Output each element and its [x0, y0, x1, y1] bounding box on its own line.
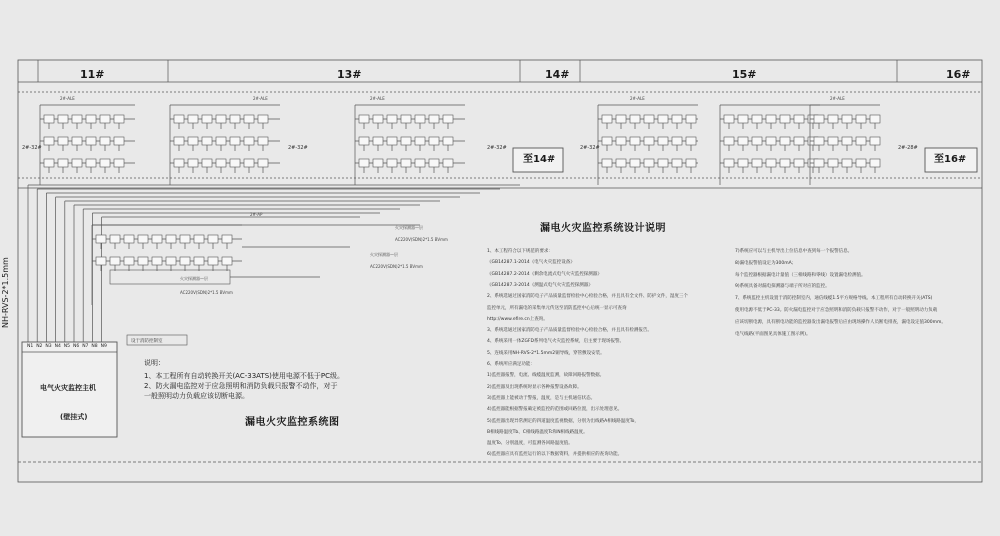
- detector-module: [415, 159, 425, 167]
- design-notes-line: 2)监控器及出现系统时显示各种报警设备故障。: [487, 384, 582, 390]
- detector-module: [724, 159, 734, 167]
- panel-tag: 2#-ALE: [60, 96, 75, 101]
- design-notes-line: 2、系统选通过国家消防电子产品质量监督检验中心检验合格，并且具有全文件、防护文件，湿度三个: [487, 294, 688, 300]
- device-caption: AC220V(SDN)2*1.5 BVmm: [395, 237, 448, 242]
- detector-module: [202, 115, 212, 123]
- detector-module: [828, 159, 838, 167]
- detector-module: [230, 115, 240, 123]
- right-notes-line: 7)系统应可以与主机导出上位信息中查到每一个报警信息。: [735, 249, 853, 254]
- right-notes-line: 7、系统监控主机设置于消防控制室内，通信线缆1.5平方规格导线。本工程所有自动转换开关(ATS): [735, 296, 933, 302]
- detector-module: [443, 137, 453, 145]
- detector-module: [124, 235, 134, 243]
- detector-module: [194, 235, 204, 243]
- panel-tag: 2#-ALE: [830, 96, 845, 101]
- detector-module: [230, 159, 240, 167]
- detector-module: [58, 137, 68, 145]
- device-caption: AC220V(SDN)2*1.5 BVmm: [370, 264, 423, 269]
- detector-module: [429, 137, 439, 145]
- cable-spec-label: NH-RVS-2*1.5mm: [1, 257, 10, 328]
- detector-module: [766, 115, 776, 123]
- detector-module: [686, 159, 696, 167]
- detector-module: [443, 159, 453, 167]
- detector-module: [387, 115, 397, 123]
- design-notes-line: http://www.efire.cn上查询。: [487, 316, 548, 322]
- right-notes-line: 电气线路(平面图见具体施工图示例)。: [735, 331, 811, 337]
- detector-module: [194, 257, 204, 265]
- detector-module: [44, 159, 54, 167]
- detector-module: [842, 137, 852, 145]
- detector-module: [780, 115, 790, 123]
- design-notes-line: 《GB14287.2-2014《剩余电流式电气火灾监控探测器》: [487, 271, 602, 277]
- host-terminal-label: N5: [63, 344, 71, 349]
- detector-module: [114, 159, 124, 167]
- host-terminal-label: N9: [100, 344, 107, 349]
- detector-module: [429, 159, 439, 167]
- detector-module: [174, 159, 184, 167]
- detector-module: [828, 137, 838, 145]
- detector-module: [373, 137, 383, 145]
- design-notes-title: 漏电火灾监控系统设计说明: [540, 223, 666, 234]
- detector-module: [359, 137, 369, 145]
- detector-module: [644, 137, 654, 145]
- design-notes-line: 5、连线采用NH-RVS-2*1.5mm2铜导线，穿管敷设安装。: [487, 350, 605, 356]
- detector-module: [794, 159, 804, 167]
- detector-module: [814, 159, 824, 167]
- notes-line: 一般照明动力负载应该切断电源。: [144, 392, 249, 400]
- detector-module: [630, 159, 640, 167]
- detector-module: [222, 257, 232, 265]
- detector-module: [216, 159, 226, 167]
- system-diagram-title: 漏电火灾监控系统图: [245, 417, 340, 428]
- detector-module: [415, 137, 425, 145]
- detector-module: [174, 137, 184, 145]
- detector-module: [856, 159, 866, 167]
- detector-module: [602, 115, 612, 123]
- detector-module: [188, 115, 198, 123]
- detector-module: [114, 115, 124, 123]
- detector-module: [114, 137, 124, 145]
- detector-module: [856, 137, 866, 145]
- detector-module: [738, 159, 748, 167]
- detector-module: [166, 235, 176, 243]
- detector-module: [96, 257, 106, 265]
- detector-module: [794, 115, 804, 123]
- detector-module: [870, 115, 880, 123]
- detector-module: [100, 137, 110, 145]
- detector-module: [96, 235, 106, 243]
- notes-line: 2、防火漏电监控对于应急照明和消防负载只报警不动作，对于: [144, 382, 338, 390]
- panel-tag: 2#-ALE: [370, 96, 385, 101]
- right-notes-line: 9)系统具备对漏电探测器与端子所对应的监控。: [735, 284, 830, 290]
- detector-module: [86, 115, 96, 123]
- detector-module: [630, 115, 640, 123]
- detector-module: [100, 115, 110, 123]
- to-14-label: 至14#: [523, 154, 556, 165]
- right-notes-line: 使用电源不低于PC-33。防火漏电监控对于应急照明和消防负载只报警不动作，对于一般照明动力负载: [735, 308, 938, 313]
- detector-module: [180, 235, 190, 243]
- notes-line: 1、本工程所有自动转换开关(AC-33ATS)使用电源不低于PC级。: [144, 372, 344, 380]
- design-notes-line: 6、系统所应满足功能：: [487, 362, 535, 367]
- detector-module: [672, 137, 682, 145]
- right-notes-line: 每个监控器根据漏电计量值（三相线路和零线）设置漏电检测值。: [735, 272, 866, 278]
- detector-module: [752, 159, 762, 167]
- detector-module: [202, 159, 212, 167]
- group-label: 火灾探测器—层: [395, 225, 423, 230]
- design-notes-line: 5)监控器出现异常测定的四道温度监视数据，分别为出线路A相线路温度To，: [487, 418, 639, 424]
- detector-module: [724, 137, 734, 145]
- detector-module: [152, 257, 162, 265]
- detector-module: [100, 159, 110, 167]
- detector-module: [870, 137, 880, 145]
- group-label: 火灾探测器—层: [180, 276, 208, 281]
- detector-module: [842, 115, 852, 123]
- detector-module: [401, 115, 411, 123]
- host-terminal-label: N6: [73, 344, 80, 349]
- floor-label-15: 15#: [732, 68, 757, 81]
- detector-module: [244, 115, 254, 123]
- detector-module: [658, 159, 668, 167]
- floor-label-11: 11#: [80, 68, 105, 81]
- detector-module: [202, 137, 212, 145]
- detector-module: [780, 159, 790, 167]
- detector-module: [443, 115, 453, 123]
- design-notes-line: 1)监控器报警，电流、线缆温度监测，故障回路报警数据。: [487, 373, 605, 379]
- detector-module: [658, 137, 668, 145]
- detector-module: [359, 115, 369, 123]
- detector-module: [138, 257, 148, 265]
- detector-module: [856, 115, 866, 123]
- detector-module: [724, 115, 734, 123]
- design-notes-line: 3)监控器上能被动于警报，温度，是与主机通信状态。: [487, 395, 596, 401]
- detector-module: [602, 159, 612, 167]
- design-notes-line: 3、系统选通过国家消防电子产品质量监督检验中心检验合格，并且具有检测报告。: [487, 328, 652, 334]
- detector-module: [58, 159, 68, 167]
- panel-tag: 2#-ALE: [253, 96, 268, 101]
- design-notes-line: 4)监控器能根据警报确定被监控的范围或回路位置，出示处理意见。: [487, 407, 623, 413]
- host-terminal-label: N4: [54, 344, 61, 349]
- design-notes-line: 《GB14287.1-2014《电气火灾监控设备》: [487, 260, 575, 266]
- detector-module: [230, 137, 240, 145]
- middle-detector-row: [110, 270, 230, 284]
- detector-module: [72, 159, 82, 167]
- detector-module: [766, 159, 776, 167]
- detector-module: [672, 159, 682, 167]
- detector-module: [258, 115, 268, 123]
- detector-module: [686, 137, 696, 145]
- feeder-label: 2#-32#: [22, 145, 42, 151]
- detector-module: [686, 115, 696, 123]
- detector-module: [630, 137, 640, 145]
- detector-module: [124, 257, 134, 265]
- detector-module: [870, 159, 880, 167]
- feeder-label: 2#-32#: [487, 145, 507, 151]
- detector-module: [188, 137, 198, 145]
- feeder-label: 2#-32#: [580, 145, 600, 151]
- detector-module: [616, 159, 626, 167]
- detector-module: [401, 159, 411, 167]
- detector-module: [72, 137, 82, 145]
- notes-heading: 说明：: [144, 359, 165, 367]
- detector-module: [738, 115, 748, 123]
- detector-module: [244, 137, 254, 145]
- to-16-label: 至16#: [934, 154, 967, 165]
- device-caption: AC220V(SDN)2*1.5 BVmm: [180, 290, 233, 295]
- floor-label-16: 16#: [946, 68, 971, 81]
- detector-module: [828, 115, 838, 123]
- detector-module: [738, 137, 748, 145]
- detector-module: [188, 159, 198, 167]
- detector-module: [258, 137, 268, 145]
- host-title: 电气火灾监控主机: [40, 384, 96, 392]
- detector-module: [258, 159, 268, 167]
- detector-module: [72, 115, 82, 123]
- detector-module: [766, 137, 776, 145]
- fire-control-room-label: 设于消防控制室: [131, 339, 163, 344]
- host-terminal-label: N2: [36, 344, 43, 349]
- detector-module: [780, 137, 790, 145]
- right-notes-line: 应该切断电源，具有断电功能的监控器发出漏电报警后应由现场操作人员断电排查，漏电设定值300mm。: [735, 319, 946, 325]
- detector-module: [672, 115, 682, 123]
- detector-module: [616, 115, 626, 123]
- detector-module: [44, 137, 54, 145]
- detector-module: [208, 235, 218, 243]
- detector-module: [152, 235, 162, 243]
- detector-module: [752, 137, 762, 145]
- detector-module: [387, 159, 397, 167]
- detector-module: [86, 137, 96, 145]
- detector-module: [602, 137, 612, 145]
- detector-module: [166, 257, 176, 265]
- detector-module: [373, 115, 383, 123]
- design-notes-line: 1、本工程符合以下规范的要求：: [487, 249, 553, 254]
- detector-module: [644, 159, 654, 167]
- design-notes-line: 6)监控器应具有监控运行的以下数据资料，并提供相应的查询功能。: [487, 452, 623, 458]
- feeder-label: 2#-32#: [288, 145, 308, 151]
- host-terminal-label: N8: [91, 344, 98, 349]
- detector-module: [644, 115, 654, 123]
- detector-module: [216, 137, 226, 145]
- design-notes-line: 监控单元，所有漏电的采集单元传送至消防监控中心后统一显示可查询: [487, 305, 627, 311]
- detector-module: [658, 115, 668, 123]
- host-terminal-label: N7: [82, 344, 89, 349]
- design-notes-line: 《GB14287.3-2014《测温式电气火灾监控探测器》: [487, 282, 593, 288]
- detector-module: [814, 115, 824, 123]
- detector-module: [58, 115, 68, 123]
- floor-label-14: 14#: [545, 68, 570, 81]
- detector-module: [208, 257, 218, 265]
- detector-module: [616, 137, 626, 145]
- detector-module: [86, 159, 96, 167]
- detector-module: [44, 115, 54, 123]
- detector-module: [415, 115, 425, 123]
- right-notes-line: 8)漏电报警值设定为300mA；: [735, 260, 797, 266]
- detector-module: [752, 115, 762, 123]
- design-notes-line: 温度To、分别温度，可监测各回路温度值。: [487, 441, 573, 447]
- detector-module: [110, 257, 120, 265]
- detector-module: [174, 115, 184, 123]
- host-terminal-label: N1: [27, 344, 34, 349]
- panel-tag: 2#-ALE: [630, 96, 645, 101]
- design-notes-line: 4、系统采用一体ZGFD系列电气火灾监控系统，启主要于现场报警。: [487, 339, 624, 345]
- detector-module: [180, 257, 190, 265]
- detector-module: [138, 235, 148, 243]
- detector-module: [110, 235, 120, 243]
- detector-module: [401, 137, 411, 145]
- design-notes-line: B相线路温度Tb、C相线路温度Tc和N相线路温度。: [487, 429, 588, 435]
- group-label: 火灾探测器—层: [370, 252, 398, 257]
- panel-tag: 2#-AP: [250, 212, 263, 217]
- detector-module: [216, 115, 226, 123]
- feeder-label: 2#-28#: [898, 145, 918, 151]
- detector-module: [373, 159, 383, 167]
- detector-module: [794, 137, 804, 145]
- floor-label-13: 13#: [337, 68, 362, 81]
- detector-module: [222, 235, 232, 243]
- detector-module: [842, 159, 852, 167]
- host-subtitle: (壁挂式): [60, 413, 88, 421]
- detector-module: [387, 137, 397, 145]
- detector-module: [244, 159, 254, 167]
- detector-module: [359, 159, 369, 167]
- detector-module: [429, 115, 439, 123]
- host-terminal-label: N3: [45, 344, 52, 349]
- detector-module: [814, 137, 824, 145]
